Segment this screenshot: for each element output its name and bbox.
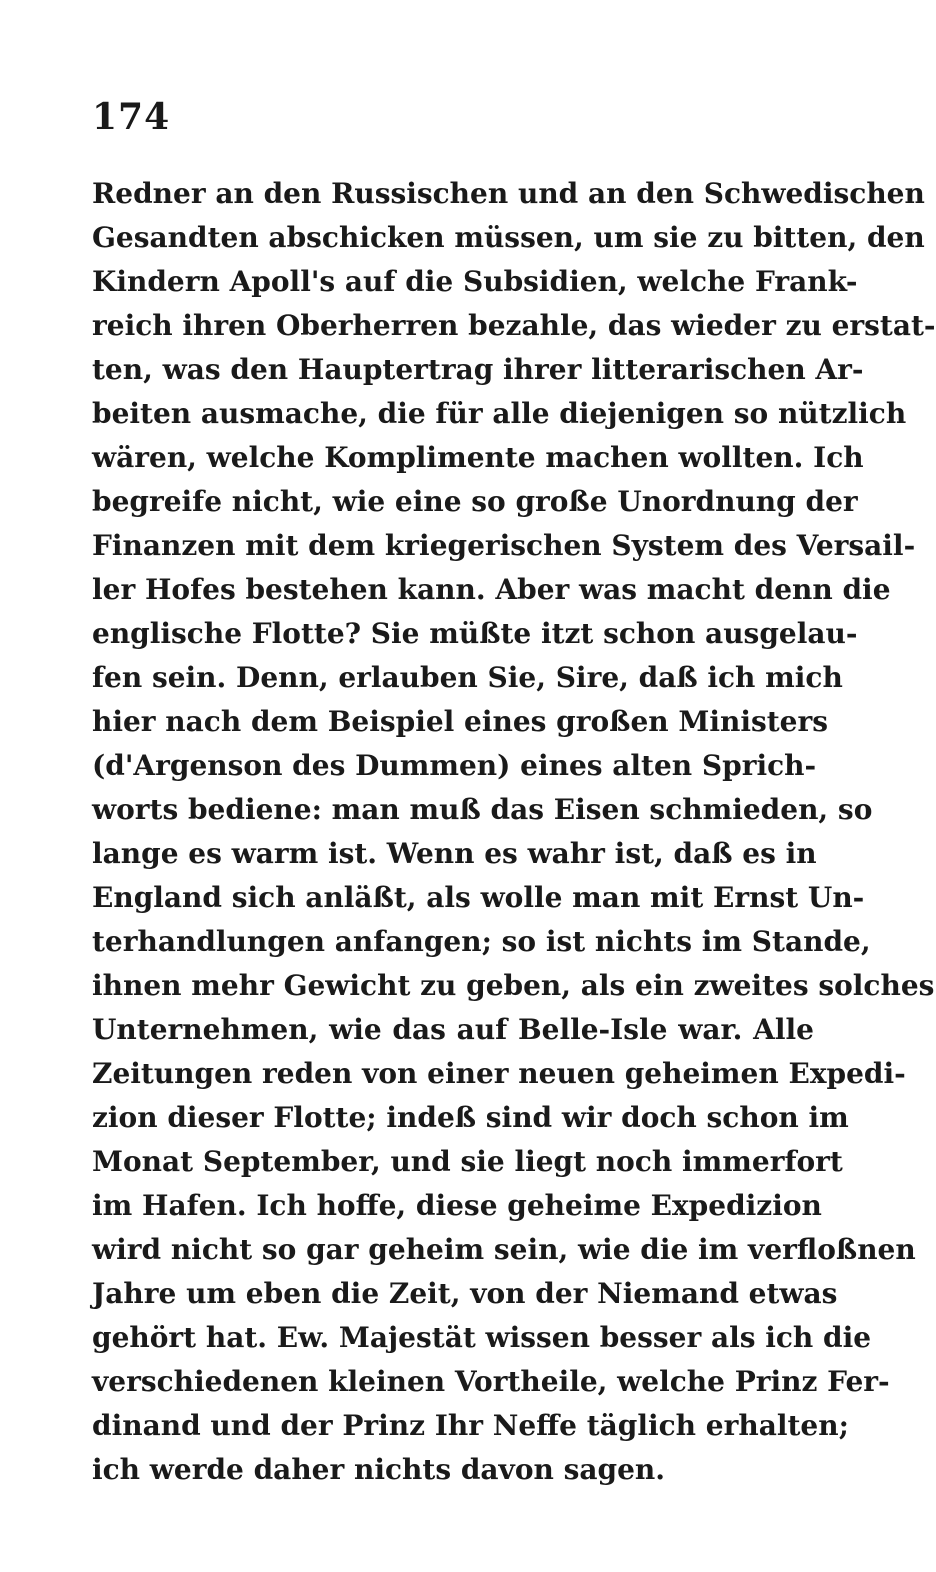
text-line: beiten ausmache, die für alle diejenigen so nützlich [92,397,907,430]
text-line: Gesandten abschicken müssen, um sie zu bitten, den [92,221,925,254]
text-line: Monat September, und sie liegt noch immerfort [92,1145,843,1178]
text-line: gehört hat. Ew. Majestät wissen besser als ich die [92,1321,872,1354]
text-line: Unternehmen, wie das auf Belle-Isle war. Alle [92,1013,814,1046]
text-line: (d'Argenson des Dummen) eines alten Sprich- [92,749,817,782]
text-line: worts bediene: man muß das Eisen schmieden, so [92,793,873,826]
text-line: hier nach dem Beispiel eines großen Ministers [92,705,829,738]
text-line: ich werde daher nichts davon sagen. [92,1453,666,1486]
text-line: Kindern Apoll's auf die Subsidien, welche Frank- [92,265,858,298]
body-text [92,172,936,1492]
text-line: begreife nicht, wie eine so große Unordnung der [92,485,858,518]
text-line: terhandlungen anfangen; so ist nichts im Stande, [92,925,871,958]
text-line: England sich anläßt, als wolle man mit Ernst Un- [92,881,865,914]
text-line: lange es warm ist. Wenn es wahr ist, daß es in [92,837,817,870]
text-line: englische Flotte? Sie müßte itzt schon ausgelau- [92,617,858,650]
text-line: dinand und der Prinz Ihr Neffe täglich erhalten; [92,1409,849,1442]
text-line: fen sein. Denn, erlauben Sie, Sire, daß ich mich [92,661,843,694]
text-line: Redner an den Russischen und an den Schwedischen [92,177,925,210]
text-line: zion dieser Flotte; indeß sind wir doch schon im [92,1101,849,1134]
text-line: im Hafen. Ich hoffe, diese geheime Expedizion [92,1189,822,1222]
text-line: reich ihren Oberherren bezahle, das wieder zu erstat- [92,309,936,342]
page-number: 174 [92,96,171,138]
text-line: ler Hofes bestehen kann. Aber was macht denn die [92,573,891,606]
text-line: verschiedenen kleinen Vortheile, welche Prinz Fer- [92,1365,890,1398]
text-line: Finanzen mit dem kriegerischen System des Versail- [92,529,916,562]
text-line: ihnen mehr Gewicht zu geben, als ein zweites solches [92,969,935,1002]
text-line: wären, welche Komplimente machen wollten. Ich [92,441,864,474]
text-line: Zeitungen reden von einer neuen geheimen Expedi- [92,1057,906,1090]
text-line: wird nicht so gar geheim sein, wie die im verfloßnen [92,1233,916,1266]
text-line: Jahre um eben die Zeit, von der Niemand etwas [92,1277,838,1310]
text-line: ten, was den Hauptertrag ihrer litterarischen Ar- [92,353,864,386]
